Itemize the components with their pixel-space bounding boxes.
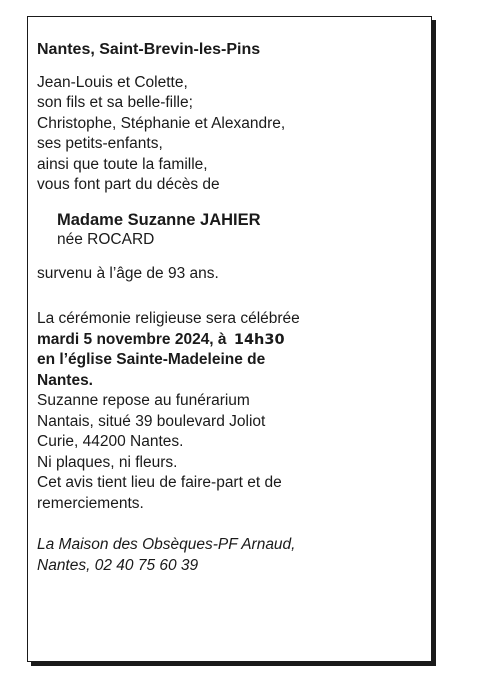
ceremony-detail-line: Nantais, situé 39 boulevard Joliot bbox=[37, 412, 266, 430]
notice-content bbox=[37, 40, 377, 576]
family-line: ainsi que toute la famille, bbox=[37, 155, 208, 173]
ceremony-detail-line: Curie, 44200 Nantes. bbox=[37, 433, 184, 450]
agency-line: La Maison des Obsèques-PF Arnaud, bbox=[37, 536, 296, 553]
ceremony-date-line bbox=[37, 330, 377, 351]
family-line: vous font part du décès de bbox=[37, 176, 220, 193]
family-line: Jean-Louis et Colette, bbox=[37, 73, 188, 91]
deceased-name: Madame Suzanne JAHIER bbox=[57, 210, 261, 229]
family-line: Christophe, Stéphanie et Alexandre, bbox=[37, 114, 286, 132]
family-announcement bbox=[37, 73, 377, 196]
ceremony-detail-line: remerciements. bbox=[37, 494, 144, 512]
family-line: ses petits-enfants, bbox=[37, 135, 163, 152]
notice-heading: Nantes, Saint-Brevin-les-Pins bbox=[37, 41, 261, 58]
ceremony-place-city: Nantes. bbox=[37, 371, 93, 389]
ceremony-details bbox=[37, 309, 377, 514]
ceremony-date: mardi 5 novembre 2024, à bbox=[37, 330, 227, 348]
family-line: son fils et sa belle-fille; bbox=[37, 94, 193, 111]
ceremony-detail-line: Cet avis tient lieu de faire-part et de bbox=[37, 474, 282, 491]
deceased-block bbox=[37, 210, 377, 251]
agency-line: Nantes, 02 40 75 60 39 bbox=[37, 556, 199, 574]
ceremony-time: 14h30 bbox=[233, 331, 285, 348]
age-line: survenu à l’âge de 93 ans. bbox=[37, 264, 219, 282]
funeral-agency bbox=[37, 535, 377, 576]
ceremony-intro: La cérémonie religieuse sera célébrée bbox=[37, 310, 300, 327]
ceremony-place: en l’église Sainte-Madeleine de bbox=[37, 351, 266, 368]
ceremony-detail-line: Ni plaques, ni fleurs. bbox=[37, 453, 178, 471]
ceremony-detail-line: Suzanne repose au funérarium bbox=[37, 392, 250, 409]
maiden-name: née ROCARD bbox=[57, 231, 155, 248]
